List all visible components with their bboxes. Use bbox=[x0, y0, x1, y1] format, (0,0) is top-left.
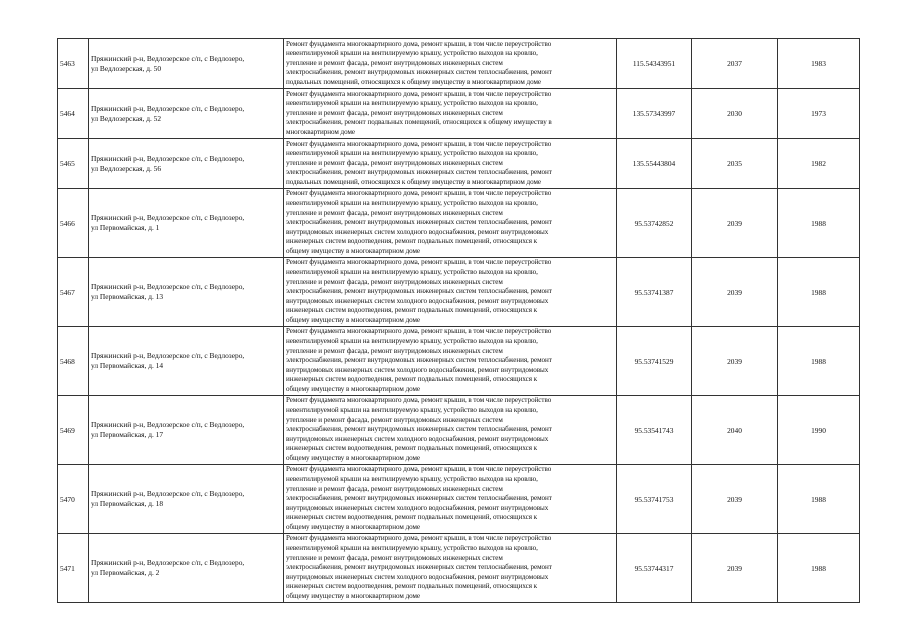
works-line: электроснабжения, ремонт внутридомовых инженерных систем теплоснабжения, ремонт bbox=[286, 168, 552, 177]
works-line: утепление и ремонт фасада, ремонт внутридомовых инженерных систем bbox=[286, 158, 503, 167]
works-cell bbox=[284, 139, 617, 189]
table-row bbox=[58, 139, 860, 189]
works-line: Ремонт фундамента многоквартирного дома, ремонт крыши, в том числе переустройство bbox=[286, 139, 552, 148]
table-row bbox=[58, 189, 860, 258]
table-row bbox=[58, 327, 860, 396]
address-line: ул Первомайская, д. 14 bbox=[91, 361, 164, 370]
works-line: невентилируемой крыши на вентилируемую крышу, устройство выходов на кровлю, bbox=[286, 199, 538, 208]
address-line: Пряжинский р-н, Ведлозерское с/п, с Ведлозеро, bbox=[91, 103, 245, 113]
planned-year: 2039 bbox=[692, 258, 778, 327]
works-line: невентилируемой крыши на вентилируемую крышу, устройство выходов на кровлю, bbox=[286, 49, 538, 58]
works-line: утепление и ремонт фасада, ремонт внутридомовых инженерных систем bbox=[286, 58, 503, 67]
address-line: Пряжинский р-н, Ведлозерское с/п, с Ведлозеро, bbox=[91, 420, 245, 430]
works-line: подвальных помещений, относящихся к общему имуществу в многоквартирном доме bbox=[286, 177, 541, 186]
works-line: общему имуществу в многоквартирном доме bbox=[286, 591, 421, 600]
works-line: общему имуществу в многоквартирном доме bbox=[286, 246, 421, 255]
works-line: электроснабжения, ремонт внутридомовых инженерных систем теплоснабжения, ремонт bbox=[286, 425, 552, 434]
address-line: Пряжинский р-н, Ведлозерское с/п, с Ведлозеро, bbox=[91, 213, 245, 223]
works-cell bbox=[284, 396, 617, 465]
area-value: 115.54343951 bbox=[617, 39, 692, 89]
works-line: электроснабжения, ремонт внутридомовых инженерных систем теплоснабжения, ремонт bbox=[286, 563, 552, 572]
works-line: внутридомовых инженерных систем холодного водоснабжения, ремонт внутридомовых bbox=[286, 503, 549, 512]
address-line: Пряжинский р-н, Ведлозерское с/п, с Ведлозеро, bbox=[91, 53, 245, 63]
built-year: 1988 bbox=[778, 465, 860, 534]
planned-year: 2039 bbox=[692, 465, 778, 534]
table-row bbox=[58, 258, 860, 327]
works-line: внутридомовых инженерных систем холодного водоснабжения, ремонт внутридомовых bbox=[286, 434, 549, 443]
works-line: Ремонт фундамента многоквартирного дома, ремонт крыши, в том числе переустройство bbox=[286, 258, 552, 267]
row-number: 5466 bbox=[58, 189, 89, 258]
address-line: ул Первомайская, д. 17 bbox=[91, 430, 164, 439]
works-line: инженерных систем водоотведения, ремонт подвальных помещений, относящихся к bbox=[286, 444, 538, 453]
works-line: невентилируемой крыши на вентилируемую крышу, устройство выходов на кровлю, bbox=[286, 99, 538, 108]
works-line: инженерных систем водоотведения, ремонт подвальных помещений, относящихся к bbox=[286, 306, 538, 315]
works-line: невентилируемой крыши на вентилируемую крышу, устройство выходов на кровлю, bbox=[286, 406, 538, 415]
works-line: утепление и ремонт фасада, ремонт внутридомовых инженерных систем bbox=[286, 277, 503, 286]
table-row bbox=[58, 465, 860, 534]
table-body bbox=[58, 39, 860, 603]
planned-year: 2037 bbox=[692, 39, 778, 89]
works-cell bbox=[284, 327, 617, 396]
row-number: 5469 bbox=[58, 396, 89, 465]
works-line: инженерных систем водоотведения, ремонт подвальных помещений, относящихся к bbox=[286, 375, 538, 384]
area-value: 95.53541743 bbox=[617, 396, 692, 465]
address-line: Пряжинский р-н, Ведлозерское с/п, с Ведлозеро, bbox=[91, 351, 245, 361]
address-line: ул Ведлозерская, д. 56 bbox=[91, 163, 162, 173]
address-cell bbox=[89, 139, 284, 189]
works-line: внутридомовых инженерных систем холодного водоснабжения, ремонт внутридомовых bbox=[286, 572, 549, 581]
row-number: 5467 bbox=[58, 258, 89, 327]
works-line: общему имуществу в многоквартирном доме bbox=[286, 522, 421, 531]
works-line: электроснабжения, ремонт внутридомовых инженерных систем теплоснабжения, ремонт bbox=[286, 494, 552, 503]
works-line: электроснабжения, ремонт подвальных помещений, относящихся к общему имуществу в bbox=[286, 118, 552, 127]
built-year: 1988 bbox=[778, 258, 860, 327]
built-year: 1983 bbox=[778, 39, 860, 89]
area-value: 135.57343997 bbox=[617, 89, 692, 139]
works-line: Ремонт фундамента многоквартирного дома, ремонт крыши, в том числе переустройство bbox=[286, 465, 552, 474]
works-line: инженерных систем водоотведения, ремонт подвальных помещений, относящихся к bbox=[286, 513, 538, 522]
row-number: 5464 bbox=[58, 89, 89, 139]
works-line: внутридомовых инженерных систем холодного водоснабжения, ремонт внутридомовых bbox=[286, 227, 549, 236]
row-number: 5471 bbox=[58, 534, 89, 603]
works-line: Ремонт фундамента многоквартирного дома, ремонт крыши, в том числе переустройство bbox=[286, 39, 552, 48]
works-line: электроснабжения, ремонт внутридомовых инженерных систем теплоснабжения, ремонт bbox=[286, 68, 552, 77]
works-line: внутридомовых инженерных систем холодного водоснабжения, ремонт внутридомовых bbox=[286, 296, 549, 305]
table-row bbox=[58, 396, 860, 465]
works-line: внутридомовых инженерных систем холодного водоснабжения, ремонт внутридомовых bbox=[286, 365, 549, 374]
works-line: невентилируемой крыши на вентилируемую крышу, устройство выходов на кровлю, bbox=[286, 475, 538, 484]
area-value: 95.53742852 bbox=[617, 189, 692, 258]
built-year: 1988 bbox=[778, 189, 860, 258]
works-line: многоквартирном доме bbox=[286, 127, 355, 136]
address-line: ул Ведлозерская, д. 50 bbox=[91, 63, 162, 73]
works-line: общему имуществу в многоквартирном доме bbox=[286, 453, 421, 462]
address-line: ул Первомайская, д. 1 bbox=[91, 223, 160, 232]
works-line: утепление и ремонт фасада, ремонт внутридомовых инженерных систем bbox=[286, 484, 503, 493]
address-cell bbox=[89, 396, 284, 465]
works-line: подвальных помещений, относящихся к общему имуществу в многоквартирном доме bbox=[286, 77, 541, 86]
built-year: 1988 bbox=[778, 327, 860, 396]
built-year: 1973 bbox=[778, 89, 860, 139]
works-cell bbox=[284, 89, 617, 139]
works-line: утепление и ремонт фасада, ремонт внутридомовых инженерных систем bbox=[286, 208, 503, 217]
built-year: 1990 bbox=[778, 396, 860, 465]
area-value: 135.55443804 bbox=[617, 139, 692, 189]
row-number: 5463 bbox=[58, 39, 89, 89]
works-line: общему имуществу в многоквартирном доме bbox=[286, 315, 421, 324]
address-line: Пряжинский р-н, Ведлозерское с/п, с Ведлозеро, bbox=[91, 282, 245, 292]
address-line: Пряжинский р-н, Ведлозерское с/п, с Ведлозеро, bbox=[91, 558, 245, 568]
built-year: 1988 bbox=[778, 534, 860, 603]
address-cell bbox=[89, 39, 284, 89]
planned-year: 2035 bbox=[692, 139, 778, 189]
address-cell bbox=[89, 465, 284, 534]
works-cell bbox=[284, 189, 617, 258]
table-row bbox=[58, 534, 860, 603]
address-line: Пряжинский р-н, Ведлозерское с/п, с Ведлозеро, bbox=[91, 153, 245, 163]
works-line: утепление и ремонт фасада, ремонт внутридомовых инженерных систем bbox=[286, 415, 503, 424]
works-line: невентилируемой крыши на вентилируемую крышу, устройство выходов на кровлю, bbox=[286, 149, 538, 158]
built-year: 1982 bbox=[778, 139, 860, 189]
area-value: 95.53744317 bbox=[617, 534, 692, 603]
works-line: невентилируемой крыши на вентилируемую крышу, устройство выходов на кровлю, bbox=[286, 337, 538, 346]
works-line: утепление и ремонт фасада, ремонт внутридомовых инженерных систем bbox=[286, 346, 503, 355]
address-line: Пряжинский р-н, Ведлозерское с/п, с Ведлозеро, bbox=[91, 489, 245, 499]
address-cell bbox=[89, 534, 284, 603]
area-value: 95.53741753 bbox=[617, 465, 692, 534]
address-cell bbox=[89, 189, 284, 258]
planned-year: 2039 bbox=[692, 189, 778, 258]
table-row bbox=[58, 89, 860, 139]
works-cell bbox=[284, 258, 617, 327]
works-line: Ремонт фундамента многоквартирного дома, ремонт крыши, в том числе переустройство bbox=[286, 396, 552, 405]
works-line: электроснабжения, ремонт внутридомовых инженерных систем теплоснабжения, ремонт bbox=[286, 287, 552, 296]
address-cell bbox=[89, 327, 284, 396]
planned-year: 2040 bbox=[692, 396, 778, 465]
area-value: 95.53741387 bbox=[617, 258, 692, 327]
address-line: ул Первомайская, д. 2 bbox=[91, 568, 160, 577]
works-cell bbox=[284, 534, 617, 603]
planned-year: 2030 bbox=[692, 89, 778, 139]
works-line: невентилируемой крыши на вентилируемую крышу, устройство выходов на кровлю, bbox=[286, 544, 538, 553]
address-cell bbox=[89, 258, 284, 327]
table-row bbox=[58, 39, 860, 89]
works-line: Ремонт фундамента многоквартирного дома, ремонт крыши, в том числе переустройство bbox=[286, 327, 552, 336]
works-line: невентилируемой крыши на вентилируемую крышу, устройство выходов на кровлю, bbox=[286, 268, 538, 277]
works-line: инженерных систем водоотведения, ремонт подвальных помещений, относящихся к bbox=[286, 582, 538, 591]
planned-year: 2039 bbox=[692, 327, 778, 396]
works-line: утепление и ремонт фасада, ремонт внутридомовых инженерных систем bbox=[286, 108, 503, 117]
area-value: 95.53741529 bbox=[617, 327, 692, 396]
works-line: электроснабжения, ремонт внутридомовых инженерных систем теплоснабжения, ремонт bbox=[286, 356, 552, 365]
row-number: 5465 bbox=[58, 139, 89, 189]
works-cell bbox=[284, 465, 617, 534]
address-line: ул Ведлозерская, д. 52 bbox=[91, 113, 162, 123]
works-line: утепление и ремонт фасада, ремонт внутридомовых инженерных систем bbox=[286, 553, 503, 562]
works-line: Ремонт фундамента многоквартирного дома, ремонт крыши, в том числе переустройство bbox=[286, 189, 552, 198]
planned-year: 2039 bbox=[692, 534, 778, 603]
address-line: ул Первомайская, д. 18 bbox=[91, 499, 164, 508]
works-line: инженерных систем водоотведения, ремонт подвальных помещений, относящихся к bbox=[286, 237, 538, 246]
row-number: 5468 bbox=[58, 327, 89, 396]
works-cell bbox=[284, 39, 617, 89]
works-line: электроснабжения, ремонт внутридомовых инженерных систем теплоснабжения, ремонт bbox=[286, 218, 552, 227]
row-number: 5470 bbox=[58, 465, 89, 534]
address-line: ул Первомайская, д. 13 bbox=[91, 292, 164, 301]
repair-schedule-table bbox=[57, 38, 860, 603]
works-line: Ремонт фундамента многоквартирного дома, ремонт крыши, в том числе переустройство bbox=[286, 89, 552, 98]
works-line: общему имуществу в многоквартирном доме bbox=[286, 384, 421, 393]
address-cell bbox=[89, 89, 284, 139]
works-line: Ремонт фундамента многоквартирного дома, ремонт крыши, в том числе переустройство bbox=[286, 534, 552, 543]
